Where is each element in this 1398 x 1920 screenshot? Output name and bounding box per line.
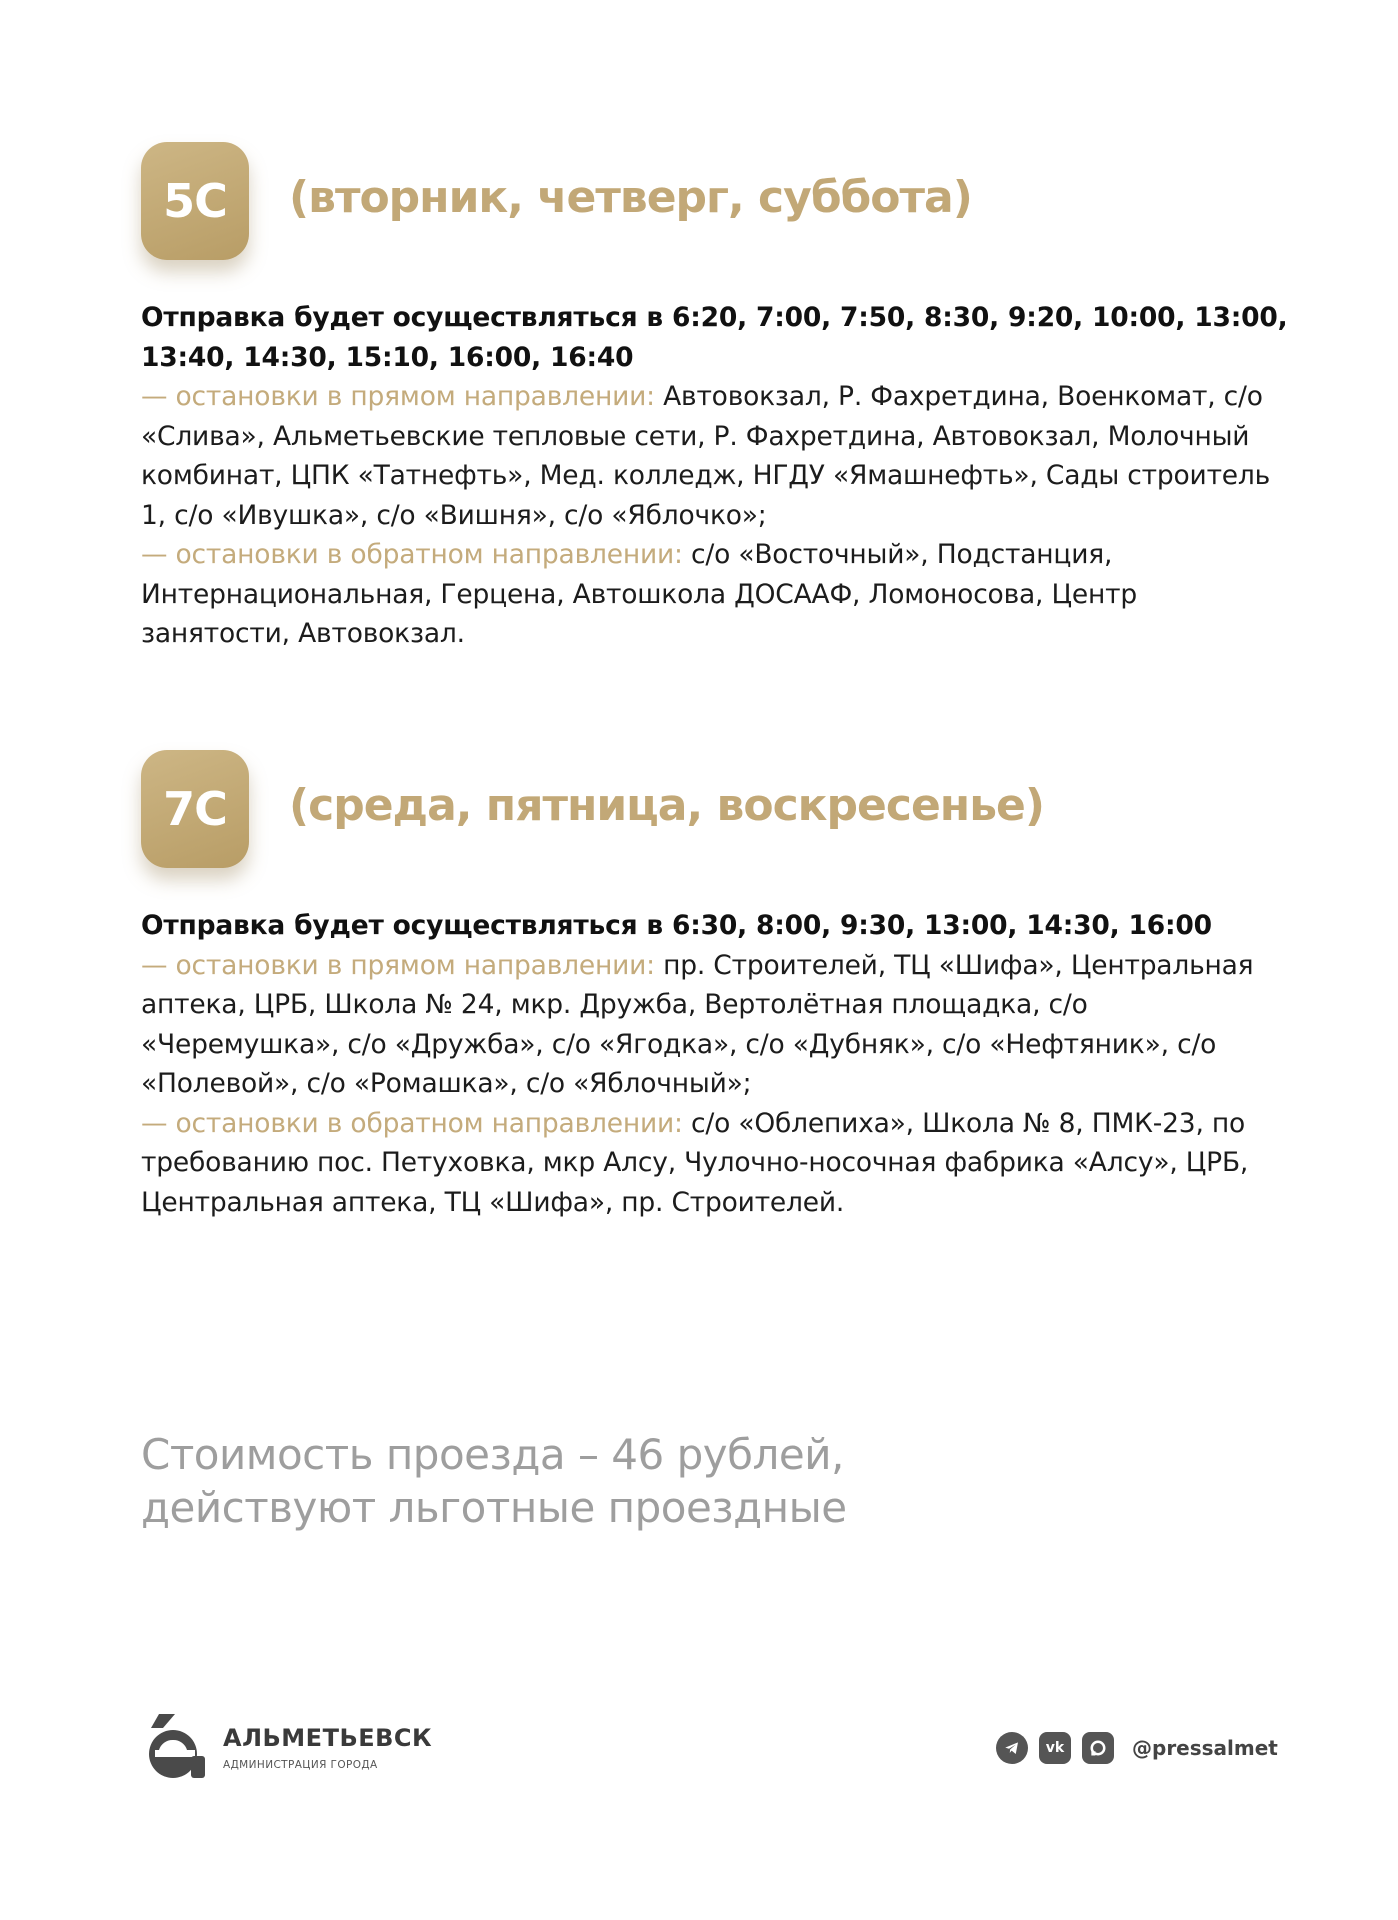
- forward-direction-label: — остановки в прямом направлении:: [141, 381, 655, 412]
- reverse-stops-paragraph: [141, 1104, 1291, 1223]
- forward-stops-list: пр. Строителей, ТЦ «Шифа», Центральная аптека, ЦРБ, Школа № 24, мкр. Дружба, Вертолётная площадка, с/о «Черемушка», с/о «Дружба», с/о «Ягодка», с/о «Дубняк», с/о «Нефтяник», с/о «Полевой», с/о «Ромашка», с/о «Яблочный»;: [141, 949, 1254, 1099]
- reverse-direction-label: — остановки в обратном направлении:: [141, 539, 683, 570]
- fare-info: [141, 1428, 847, 1534]
- route-badge: 7С: [141, 750, 249, 868]
- reverse-stops-list: с/о «Восточный», Подстанция, Интернациональная, Герцена, Автошкола ДОСААФ, Ломоносова, Центр занятости, Автовокзал.: [141, 539, 1137, 649]
- route-details: [141, 298, 1291, 654]
- departure-times: Отправка будет осуществляться в 6:30, 8:00, 9:30, 13:00, 14:30, 16:00: [141, 910, 1212, 941]
- route-details: [141, 906, 1291, 1222]
- route-days: (среда, пятница, воскресенье): [289, 780, 1044, 831]
- max-icon[interactable]: [1082, 1732, 1114, 1764]
- org-subtitle: АДМИНИСТРАЦИЯ ГОРОДА: [223, 1759, 378, 1771]
- route-5c-section: [141, 142, 1291, 654]
- telegram-icon[interactable]: [996, 1732, 1028, 1764]
- route-header: [141, 750, 1291, 868]
- city-logo: [141, 1710, 461, 1790]
- forward-stops-paragraph: [141, 377, 1291, 535]
- fare-line-1: Стоимость проезда – 46 рублей,: [141, 1430, 844, 1479]
- social-links: [996, 1730, 1296, 1770]
- route-badge: 5С: [141, 142, 249, 260]
- route-days: (вторник, четверг, суббота): [289, 172, 972, 223]
- fare-line-2: действуют льготные проездные: [141, 1483, 847, 1532]
- route-header: [141, 142, 1291, 260]
- forward-direction-label: — остановки в прямом направлении:: [141, 949, 655, 981]
- org-name: АЛЬМЕТЬЕВСК: [223, 1724, 433, 1752]
- route-7c-section: [141, 750, 1291, 1222]
- vk-icon[interactable]: vk: [1039, 1732, 1071, 1764]
- forward-stops-paragraph: [141, 946, 1291, 1104]
- departure-times: Отправка будет осуществляться в 6:20, 7:00, 7:50, 8:30, 9:20, 10:00, 13:00, 13:40, 14:30, 15:10, 16:00, 16:40: [141, 302, 1288, 373]
- reverse-stops-paragraph: [141, 535, 1291, 654]
- almetyevsk-logo-icon: [141, 1710, 207, 1780]
- social-handle[interactable]: @pressalmet: [1132, 1736, 1278, 1760]
- reverse-direction-label: — остановки в обратном направлении:: [141, 1107, 683, 1139]
- forward-stops-list: Автовокзал, Р. Фахретдина, Военкомат, с/о «Слива», Альметьевские тепловые сети, Р. Фахретдина, Автовокзал, Молочный комбинат, ЦПК «Татнефть», Мед. колледж, НГДУ «Ямашнефть», Сады строитель 1, с/о «Ивушка», с/о «Вишня», с/о «Яблочко»;: [141, 381, 1271, 531]
- reverse-stops-list: с/о «Облепиха», Школа № 8, ПМК-23, по требованию пос. Петуховка, мкр Алсу, Чулочно-носочная фабрика «Алсу», ЦРБ, Центральная аптека, ТЦ «Шифа», пр. Строителей.: [141, 1107, 1249, 1218]
